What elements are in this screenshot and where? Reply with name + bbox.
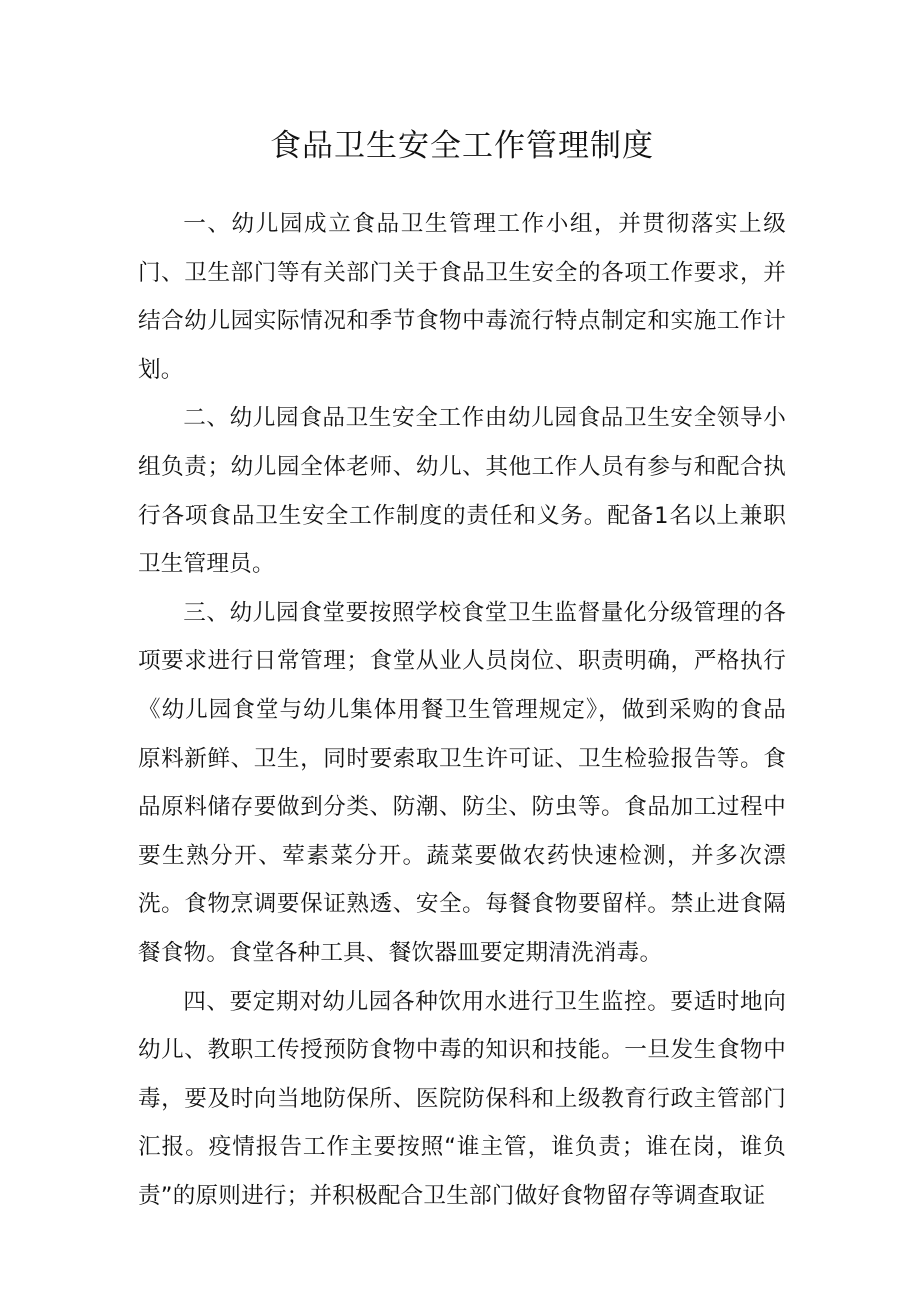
document-title: 食品卫生安全工作管理制度 [270, 128, 654, 164]
paragraph-4: 四、要定期对幼儿园各种饮用水进行卫生监控。要适时地向幼儿、教职工传授预防食物中毒的知识和技能。一旦发生食物中毒，要及时向当地防保所、医院防保科和上级教育行政主管部门汇报。疫情报告工作主要按照“谁主管，谁负责；谁在岗，谁负责”的原则进行；并积极配合卫生部门做好食物留存等调查取证 [138, 988, 786, 1209]
paragraph-1: 一、幼儿园成立食品卫生管理工作小组，并贯彻落实上级门、卫生部门等有关部门关于食品卫生安全的各项工作要求，并结合幼儿园实际情况和季节食物中毒流行特点制定和实施工作计划。 [138, 211, 786, 383]
paragraph-2: 二、幼儿园食品卫生安全工作由幼儿园食品卫生安全领导小组负责；幼儿园全体老师、幼儿、其他工作人员有参与和配合执行各项食品卫生安全工作制度的责任和义务。配备1名以上兼职卫生管理员。 [138, 405, 786, 578]
paragraph-3: 三、幼儿园食堂要按照学校食堂卫生监督量化分级管理的各项要求进行日常管理；食堂从业人员岗位、职责明确，严格执行《幼儿园食堂与幼儿集体用餐卫生管理规定》，做到采购的食品原料新鲜、卫生，同时要索取卫生许可证、卫生检验报告等。食品原料储存要做到分类、防潮、防尘、防虫等。食品加工过程中要生熟分开、荤素菜分开。蔬菜要做农药快速检测，并多次漂洗。食物烹调要保证熟透、安全。每餐食物要留样。禁止进食隔餐食物。食堂各种工具、餐饮器皿要定期清洗消毒。 [138, 599, 786, 966]
document-body [138, 200, 786, 1220]
